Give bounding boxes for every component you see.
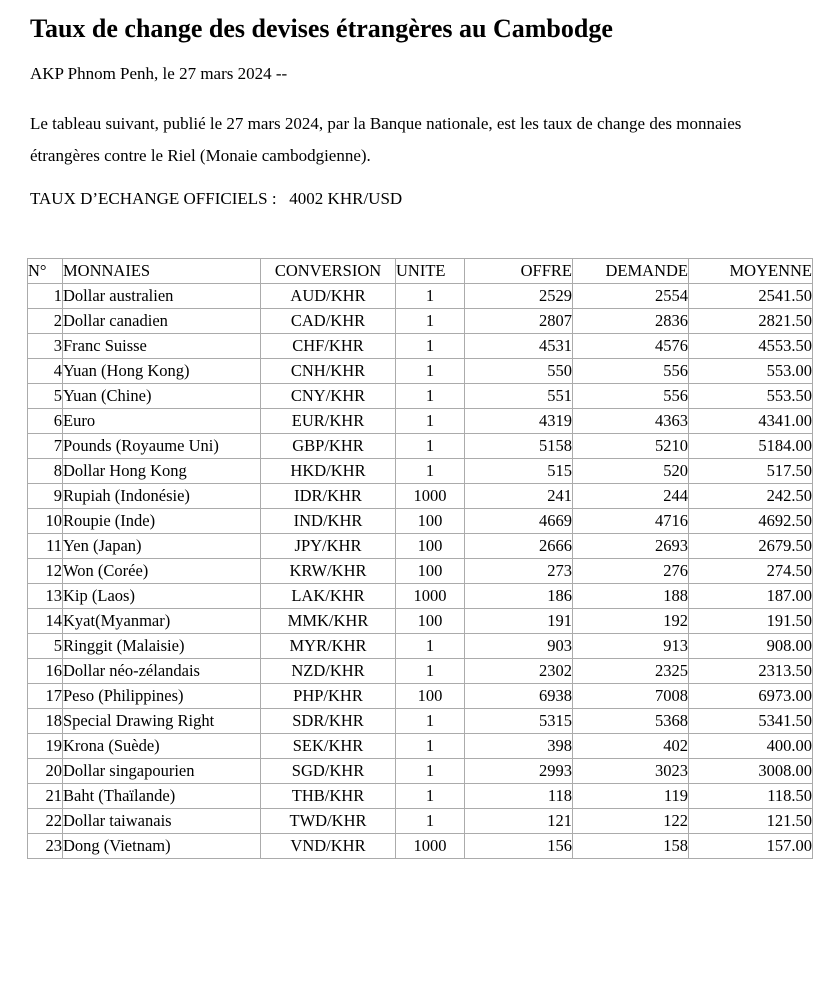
cell-currency: Euro [63, 409, 261, 434]
cell-unit: 1000 [396, 584, 465, 609]
cell-unit: 1 [396, 759, 465, 784]
intro-paragraph: Le tableau suivant, publié le 27 mars 2024, par la Banque nationale, est les taux de change des monnaies étrangères contre le Riel (Monaie cambodgienne). [30, 114, 742, 165]
cell-offer: 241 [465, 484, 573, 509]
cell-currency: Krona (Suède) [63, 734, 261, 759]
cell-average: 5184.00 [689, 434, 813, 459]
table-row [28, 784, 813, 809]
cell-conversion: HKD/KHR [261, 459, 396, 484]
cell-conversion: CHF/KHR [261, 334, 396, 359]
cell-no: 8 [28, 459, 63, 484]
cell-no: 3 [28, 334, 63, 359]
column-header-average: MOYENNE [689, 259, 813, 284]
cell-conversion: SEK/KHR [261, 734, 396, 759]
cell-average: 4692.50 [689, 509, 813, 534]
cell-no: 5 [28, 384, 63, 409]
cell-conversion: VND/KHR [261, 834, 396, 859]
cell-demand: 5368 [573, 709, 689, 734]
cell-currency: Dollar taiwanais [63, 809, 261, 834]
cell-average: 2821.50 [689, 309, 813, 334]
table-row [28, 734, 813, 759]
cell-demand: 158 [573, 834, 689, 859]
cell-currency: Yuan (Hong Kong) [63, 359, 261, 384]
cell-no: 20 [28, 759, 63, 784]
cell-conversion: TWD/KHR [261, 809, 396, 834]
cell-offer: 550 [465, 359, 573, 384]
cell-no: 7 [28, 434, 63, 459]
cell-unit: 1 [396, 384, 465, 409]
table-row [28, 584, 813, 609]
cell-unit: 1 [396, 709, 465, 734]
cell-unit: 1 [396, 809, 465, 834]
cell-currency: Roupie (Inde) [63, 509, 261, 534]
page-title: Taux de change des devises étrangères au Cambodge [30, 14, 613, 43]
byline: AKP Phnom Penh, le 27 mars 2024 -- [30, 64, 288, 83]
cell-demand: 276 [573, 559, 689, 584]
cell-conversion: KRW/KHR [261, 559, 396, 584]
cell-currency: Special Drawing Right [63, 709, 261, 734]
cell-demand: 2836 [573, 309, 689, 334]
cell-offer: 186 [465, 584, 573, 609]
cell-average: 4341.00 [689, 409, 813, 434]
table-row [28, 634, 813, 659]
cell-currency: Dollar australien [63, 284, 261, 309]
cell-unit: 1 [396, 659, 465, 684]
cell-average: 157.00 [689, 834, 813, 859]
table-row [28, 659, 813, 684]
cell-conversion: THB/KHR [261, 784, 396, 809]
cell-currency: Dollar Hong Kong [63, 459, 261, 484]
cell-average: 121.50 [689, 809, 813, 834]
cell-unit: 1 [396, 284, 465, 309]
cell-demand: 913 [573, 634, 689, 659]
cell-unit: 1 [396, 634, 465, 659]
cell-currency: Dong (Vietnam) [63, 834, 261, 859]
table-row [28, 334, 813, 359]
cell-demand: 188 [573, 584, 689, 609]
cell-demand: 7008 [573, 684, 689, 709]
cell-no: 18 [28, 709, 63, 734]
cell-unit: 100 [396, 609, 465, 634]
cell-no: 13 [28, 584, 63, 609]
cell-conversion: NZD/KHR [261, 659, 396, 684]
cell-no: 2 [28, 309, 63, 334]
official-rate-line: TAUX D’ECHANGE OFFICIELS : 4002 KHR/USD [30, 189, 403, 208]
cell-conversion: MYR/KHR [261, 634, 396, 659]
cell-average: 908.00 [689, 634, 813, 659]
cell-unit: 1 [396, 784, 465, 809]
cell-no: 21 [28, 784, 63, 809]
table-row [28, 534, 813, 559]
cell-average: 118.50 [689, 784, 813, 809]
cell-conversion: EUR/KHR [261, 409, 396, 434]
table-row [28, 434, 813, 459]
cell-currency: Dollar singapourien [63, 759, 261, 784]
table-row [28, 284, 813, 309]
cell-average: 517.50 [689, 459, 813, 484]
table-body [28, 284, 813, 859]
cell-no: 23 [28, 834, 63, 859]
cell-average: 400.00 [689, 734, 813, 759]
column-header-unit: UNITE [396, 259, 465, 284]
cell-no: 17 [28, 684, 63, 709]
cell-conversion: CAD/KHR [261, 309, 396, 334]
cell-demand: 520 [573, 459, 689, 484]
table-header [28, 259, 813, 284]
cell-offer: 5315 [465, 709, 573, 734]
cell-average: 4553.50 [689, 334, 813, 359]
cell-offer: 2302 [465, 659, 573, 684]
column-header-conversion: CONVERSION [261, 259, 396, 284]
cell-demand: 2325 [573, 659, 689, 684]
table-row [28, 359, 813, 384]
column-header-offer: OFFRE [465, 259, 573, 284]
cell-conversion: SGD/KHR [261, 759, 396, 784]
table-row [28, 709, 813, 734]
cell-currency: Won (Corée) [63, 559, 261, 584]
cell-no: 19 [28, 734, 63, 759]
cell-demand: 4716 [573, 509, 689, 534]
cell-demand: 4576 [573, 334, 689, 359]
cell-average: 5341.50 [689, 709, 813, 734]
cell-unit: 1 [396, 434, 465, 459]
cell-unit: 100 [396, 559, 465, 584]
cell-average: 274.50 [689, 559, 813, 584]
exchange-rate-table [27, 258, 813, 859]
cell-demand: 556 [573, 384, 689, 409]
cell-conversion: GBP/KHR [261, 434, 396, 459]
cell-demand: 556 [573, 359, 689, 384]
cell-offer: 4531 [465, 334, 573, 359]
cell-average: 2313.50 [689, 659, 813, 684]
cell-offer: 4319 [465, 409, 573, 434]
cell-average: 187.00 [689, 584, 813, 609]
cell-no: 6 [28, 409, 63, 434]
cell-conversion: SDR/KHR [261, 709, 396, 734]
cell-offer: 273 [465, 559, 573, 584]
cell-no: 5 [28, 634, 63, 659]
cell-average: 553.00 [689, 359, 813, 384]
cell-offer: 551 [465, 384, 573, 409]
cell-offer: 191 [465, 609, 573, 634]
table-header-row [28, 259, 813, 284]
cell-demand: 3023 [573, 759, 689, 784]
cell-unit: 1 [396, 734, 465, 759]
cell-unit: 1 [396, 359, 465, 384]
cell-average: 2541.50 [689, 284, 813, 309]
cell-no: 9 [28, 484, 63, 509]
cell-demand: 402 [573, 734, 689, 759]
table-row [28, 409, 813, 434]
cell-offer: 121 [465, 809, 573, 834]
cell-average: 553.50 [689, 384, 813, 409]
cell-demand: 244 [573, 484, 689, 509]
table-row [28, 559, 813, 584]
cell-unit: 1 [396, 459, 465, 484]
cell-demand: 119 [573, 784, 689, 809]
cell-average: 191.50 [689, 609, 813, 634]
cell-conversion: LAK/KHR [261, 584, 396, 609]
column-header-demand: DEMANDE [573, 259, 689, 284]
cell-currency: Franc Suisse [63, 334, 261, 359]
cell-no: 12 [28, 559, 63, 584]
cell-unit: 1 [396, 334, 465, 359]
cell-conversion: PHP/KHR [261, 684, 396, 709]
cell-unit: 100 [396, 534, 465, 559]
cell-demand: 2693 [573, 534, 689, 559]
table-row [28, 384, 813, 409]
cell-unit: 1 [396, 309, 465, 334]
cell-currency: Yuan (Chine) [63, 384, 261, 409]
table-row [28, 309, 813, 334]
cell-offer: 2993 [465, 759, 573, 784]
cell-currency: Dollar néo-zélandais [63, 659, 261, 684]
cell-demand: 2554 [573, 284, 689, 309]
cell-currency: Rupiah (Indonésie) [63, 484, 261, 509]
cell-currency: Baht (Thaïlande) [63, 784, 261, 809]
cell-offer: 156 [465, 834, 573, 859]
cell-average: 3008.00 [689, 759, 813, 784]
cell-conversion: JPY/KHR [261, 534, 396, 559]
cell-offer: 2529 [465, 284, 573, 309]
cell-offer: 4669 [465, 509, 573, 534]
cell-currency: Kyat(Myanmar) [63, 609, 261, 634]
cell-no: 4 [28, 359, 63, 384]
cell-average: 2679.50 [689, 534, 813, 559]
cell-no: 10 [28, 509, 63, 534]
cell-no: 11 [28, 534, 63, 559]
cell-offer: 398 [465, 734, 573, 759]
table-row [28, 609, 813, 634]
cell-conversion: IND/KHR [261, 509, 396, 534]
table-row [28, 484, 813, 509]
cell-conversion: MMK/KHR [261, 609, 396, 634]
cell-offer: 903 [465, 634, 573, 659]
column-header-currency: MONNAIES [63, 259, 261, 284]
cell-demand: 4363 [573, 409, 689, 434]
table-row [28, 459, 813, 484]
cell-unit: 1 [396, 409, 465, 434]
cell-offer: 5158 [465, 434, 573, 459]
cell-no: 16 [28, 659, 63, 684]
cell-currency: Ringgit (Malaisie) [63, 634, 261, 659]
cell-unit: 1000 [396, 834, 465, 859]
cell-currency: Kip (Laos) [63, 584, 261, 609]
cell-no: 22 [28, 809, 63, 834]
cell-unit: 1000 [396, 484, 465, 509]
cell-average: 242.50 [689, 484, 813, 509]
table-row [28, 509, 813, 534]
table-row [28, 834, 813, 859]
cell-offer: 2666 [465, 534, 573, 559]
cell-average: 6973.00 [689, 684, 813, 709]
cell-offer: 6938 [465, 684, 573, 709]
table-row [28, 759, 813, 784]
cell-no: 1 [28, 284, 63, 309]
cell-unit: 100 [396, 684, 465, 709]
cell-unit: 100 [396, 509, 465, 534]
cell-currency: Peso (Philippines) [63, 684, 261, 709]
cell-conversion: CNH/KHR [261, 359, 396, 384]
column-header-no: N° [28, 259, 63, 284]
cell-demand: 5210 [573, 434, 689, 459]
cell-offer: 515 [465, 459, 573, 484]
cell-offer: 118 [465, 784, 573, 809]
cell-currency: Dollar canadien [63, 309, 261, 334]
table-row [28, 809, 813, 834]
cell-conversion: CNY/KHR [261, 384, 396, 409]
cell-conversion: AUD/KHR [261, 284, 396, 309]
cell-currency: Pounds (Royaume Uni) [63, 434, 261, 459]
cell-currency: Yen (Japan) [63, 534, 261, 559]
table-row [28, 684, 813, 709]
cell-demand: 122 [573, 809, 689, 834]
cell-conversion: IDR/KHR [261, 484, 396, 509]
cell-demand: 192 [573, 609, 689, 634]
cell-no: 14 [28, 609, 63, 634]
cell-offer: 2807 [465, 309, 573, 334]
